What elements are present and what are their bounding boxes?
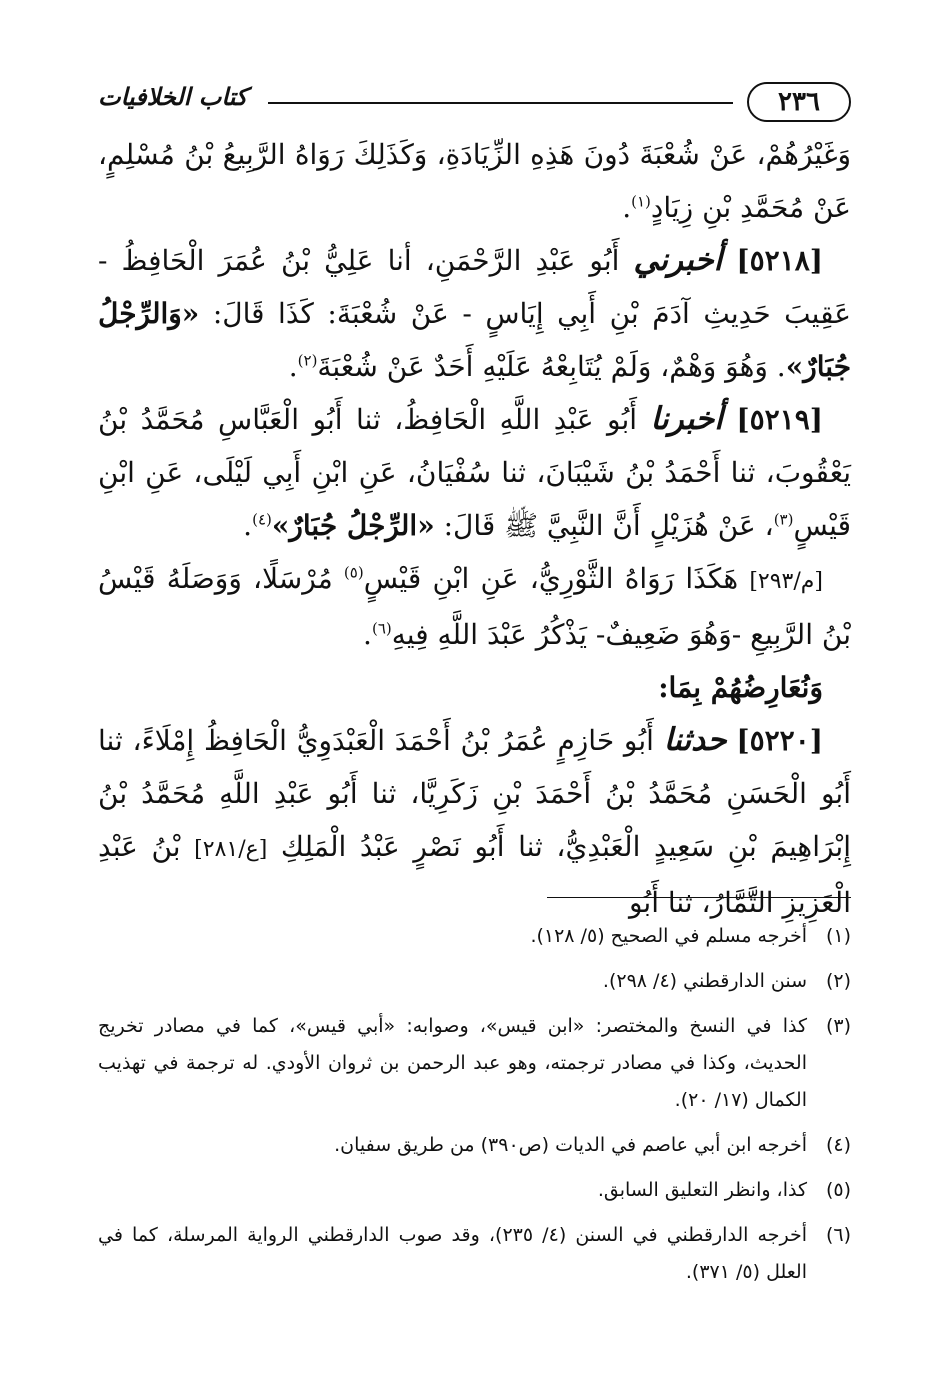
text-run: . [243, 509, 253, 542]
main-text [98, 128, 851, 929]
header-rule [268, 102, 733, 104]
transmission-verb: حدثنا [663, 722, 727, 758]
text-run: . [288, 350, 298, 383]
footnote-text: أخرجه ابن أبي عاصم في الديات (ص٣٩٠) من طريق سفيان. [334, 1134, 807, 1156]
text-run: أَبُو عَبْدِ الرَّحْمَنِ، أنا عَلِيُّ بْنُ عُمَرَ الْحَافِظُ - عَقِيبَ حَدِيثِ آدَمَ بْنِ أَبِي إِيَاسٍ - عَنْ شُعْبَةَ: كَذَا قَالَ: [98, 244, 851, 330]
text-run: بْنُ عَبْدِ الْعَزِيزِ التَّمَّارُ، ثنا أَبُو [98, 830, 851, 919]
footnote-text: سنن الدارقطني (٤/ ٢٩٨). [602, 970, 807, 992]
text-run: هَكَذَا رَوَاهُ الثَّوْرِيُّ، عَنِ ابْنِ قَيْسٍ [363, 562, 750, 595]
text-run: . [622, 191, 632, 224]
text-run: . وَهُوَ وَهْمٌ، وَلَمْ يُتَابِعْهُ عَلَيْهِ أَحَدٌ عَنْ شُعْبَةَ [317, 350, 786, 383]
footnote [98, 1172, 851, 1209]
footnote-number: (٣) [825, 1015, 851, 1037]
footnote-number: (٤) [825, 1134, 851, 1156]
commentary-paragraph [98, 552, 851, 661]
footnote-number: (١) [825, 925, 851, 947]
running-title: كتاب الخلافيات [98, 82, 248, 111]
footnote-marker: (٥) [343, 563, 364, 582]
footnote-text: كذا، وانظر التعليق السابق. [597, 1179, 807, 1201]
text-run: وَغَيْرُهُمْ، عَنْ شُعْبَةَ دُونَ هَذِهِ الزِّيَادَةِ، وَكَذَلِكَ رَوَاهُ الرَّبِيعُ بْنُ مُسْلِمٍ، عَنْ مُحَمَّدِ بْنِ زِيَادٍ [98, 138, 851, 224]
footnote-marker: (٦) [371, 619, 392, 638]
footnote-text: أخرجه مسلم في الصحيح (٥/ ١٢٨). [530, 925, 807, 947]
transmission-verb: أخبرنا [650, 401, 723, 437]
footnote-marker: (٤) [252, 510, 272, 529]
footnote [98, 1217, 851, 1291]
footnote-marker: (٣) [773, 510, 794, 529]
hadith-number: [٥٢١٨] [736, 244, 823, 277]
footnote-separator [547, 897, 851, 898]
paragraph-continuation [98, 128, 851, 234]
hadith-5218 [98, 234, 851, 393]
text-run: مُرْسَلًا، وَوَصَلَهُ قَيْسُ بْنُ الرَّبِيعِ -وَهُوَ ضَعِيفٌ- يَذْكُرُ عَبْدَ اللَّهِ فِيهِ [98, 562, 851, 651]
hadith-5219 [98, 393, 851, 552]
text-run: أَبُو حَازِمٍ عُمَرُ بْنُ أَحْمَدَ الْعَبْدَوِيُّ الْحَافِظُ إِمْلَاءً، ثنا أَبُو الْحَسَنِ مُحَمَّدُ بْنُ أَحْمَدَ بْنِ زَكَرِيَّا، ثنا أَبُو عَبْدِ اللَّهِ مُحَمَّدُ بْنُ إِبْرَاهِيمَ بْنِ سَعِيدٍ الْعَبْدِيُّ، ثنا أَبُو نَصْرٍ عَبْدُ الْمَلِكِ [98, 724, 852, 863]
manuscript-ref: [ع/٢٨١] [194, 837, 268, 862]
page-number: ٢٣٦ [747, 82, 851, 122]
hadith-number: [٥٢٢٠] [736, 724, 823, 757]
text-run: . [363, 618, 372, 651]
footnote [98, 1127, 851, 1164]
footnote-number: (٢) [825, 970, 851, 992]
footnote [98, 963, 851, 1000]
hadith-quote: «وَالرِّجْلُ جُبَارٌ» [98, 297, 851, 383]
hadith-number: [٥٢١٩] [736, 403, 823, 436]
text-run: أَبُو عَبْدِ اللَّهِ الْحَافِظُ، ثنا أَبُو الْعَبَّاسِ مُحَمَّدُ بْنُ يَعْقُوبَ، ثنا أَحْمَدُ بْنُ شَيْبَانَ، ثنا سُفْيَانُ، عَنِ ابْنِ أَبِي لَيْلَى، عَنِ ابْنِ قَيْسٍ [98, 403, 851, 542]
section-heading: وَنُعَارِضُهُمْ بِمَا: [658, 671, 823, 704]
transmission-verb: أخبرني [633, 242, 723, 278]
page-header [98, 72, 851, 132]
hadith-quote: «الرِّجْلُ جُبَارٌ» [271, 509, 435, 542]
footnote-number: (٥) [825, 1179, 851, 1201]
footnote [98, 918, 851, 955]
footnote-text: كذا في النسخ والمختصر: «ابن قيس»، وصوابه: «أبي قيس»، كما في مصادر تخريج الحديث، وكذا في مصادر ترجمته، وهو عبد الرحمن بن ثروان الأودي. له ترجمة في تهذيب الكمال (١٧/ ٢٠). [98, 1015, 807, 1111]
footnotes [98, 918, 851, 1299]
footnote-number: (٦) [825, 1224, 851, 1246]
footnote-marker: (٢) [297, 351, 318, 370]
footnote-text: أخرجه الدارقطني في السنن (٤/ ٢٣٥)، وقد صوب الدارقطني الرواية المرسلة، كما في العلل (٥/ ٣٧١). [98, 1224, 807, 1283]
text-run: ، عَنْ هُزَيْلٍ أَنَّ النَّبِيَّ ﷺ قَالَ: [434, 509, 774, 542]
footnote [98, 1008, 851, 1119]
footnote-marker: (١) [631, 192, 651, 211]
manuscript-ref: [م/٢٩٣] [749, 569, 823, 594]
